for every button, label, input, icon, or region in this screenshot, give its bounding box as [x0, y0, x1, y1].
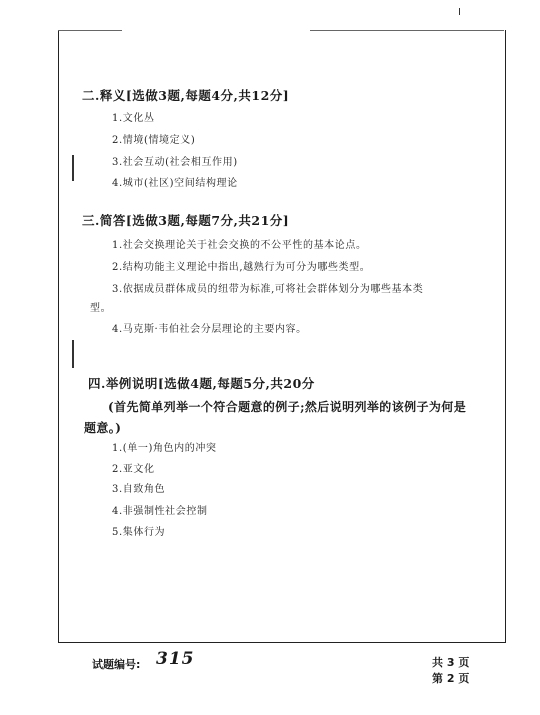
instruction-note-continued: 题意。)	[84, 421, 122, 435]
list-item: 4.马克斯·韦伯社会分层理论的主要内容。	[112, 324, 307, 335]
section-title-examples: 四.举例说明[选做4题,每题5分,共20分	[88, 376, 315, 391]
scan-mark-2	[72, 340, 74, 368]
list-item: 3.自致角色	[112, 484, 166, 495]
list-item: 4.非强制性社会控制	[112, 506, 208, 517]
exam-code-label: 试题编号:	[92, 658, 141, 671]
list-item: 1.社会交换理论关于社会交换的不公平性的基本论点。	[112, 240, 367, 251]
scan-mark-3	[459, 8, 460, 15]
list-item: 1.文化丛	[112, 113, 155, 124]
list-item: 2.亚文化	[112, 464, 155, 475]
list-item: 3.依据成员群体成员的纽带为标准,可将社会群体划分为哪些基本类	[112, 284, 424, 295]
total-pages: 共 3 页	[432, 656, 470, 669]
list-item: 5.集体行为	[112, 527, 166, 538]
list-item: 3.社会互动(社会相互作用)	[112, 157, 238, 168]
section-title-definitions: 二.释义[选做3题,每题4分,共12分]	[82, 88, 290, 103]
list-item: 4.城市(社区)空间结构理论	[112, 178, 238, 189]
scan-mark-1	[72, 155, 74, 181]
list-item: 2.结构功能主义理论中指出,越熟行为可分为哪些类型。	[112, 262, 371, 273]
exam-code-value: 315	[156, 649, 195, 669]
list-item-continued: 型。	[90, 303, 112, 314]
list-item: 2.情境(情境定义)	[112, 135, 196, 146]
instruction-note: (首先简单列举一个符合题意的例子;然后说明列举的该例子为何是	[108, 400, 467, 414]
section-title-short-answer: 三.简答[选做3题,每题7分,共21分]	[82, 213, 290, 228]
page-border-top-left	[58, 30, 122, 31]
page-border-top-right	[310, 30, 504, 31]
current-page: 第 2 页	[432, 672, 470, 685]
list-item: 1.(单一)角色内的冲突	[112, 443, 217, 454]
